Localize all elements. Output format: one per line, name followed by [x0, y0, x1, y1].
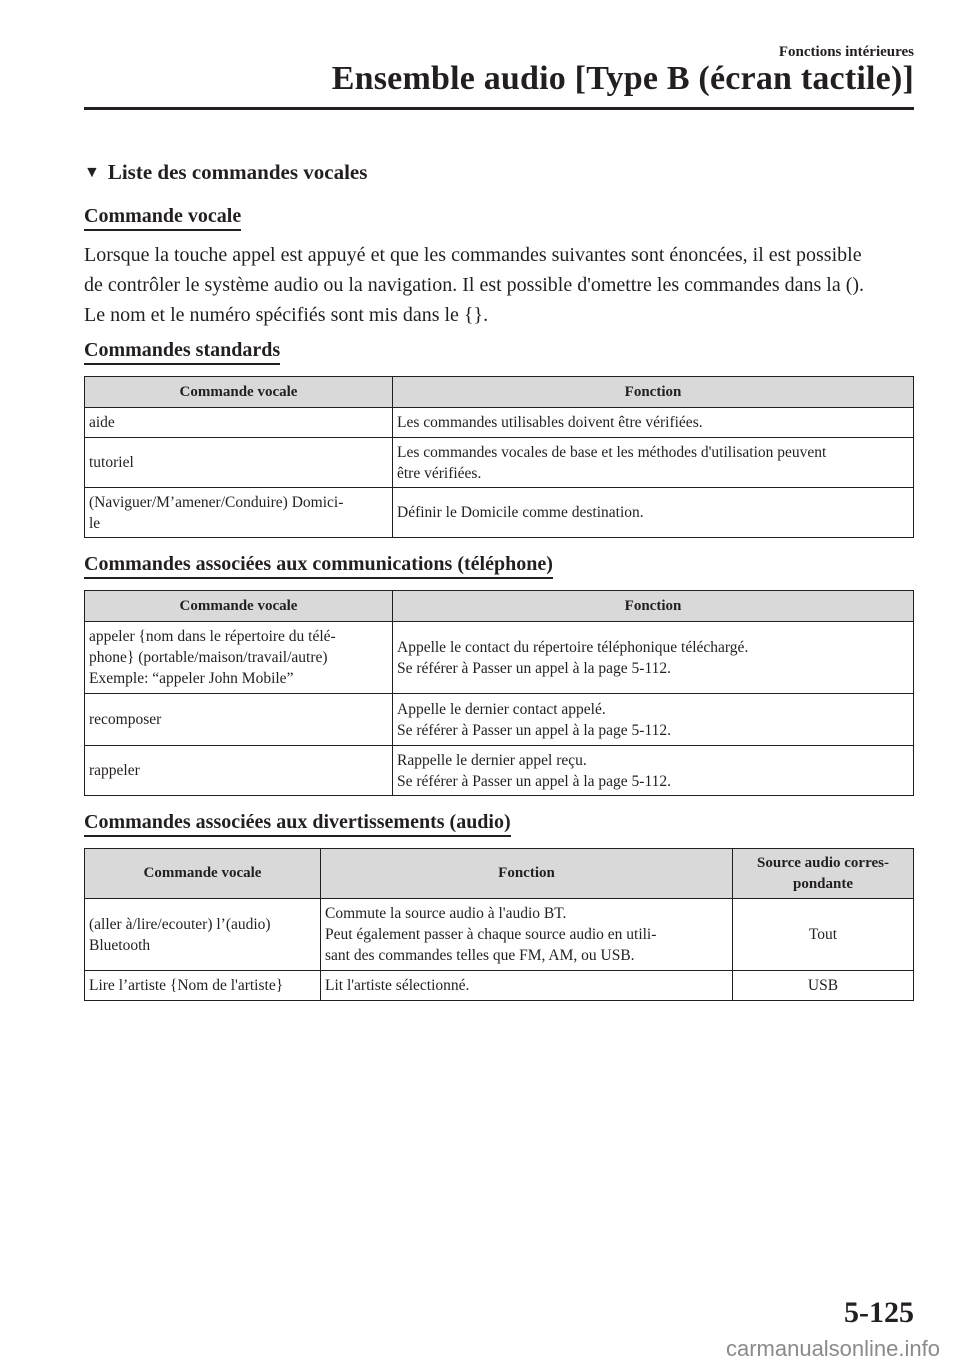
table-cell: appeler {nom dans le répertoire du télé- phone} (portable/maison/travail/autre) Exemple: “appeler John Mobile”	[85, 622, 393, 694]
table-cell: Les commandes utilisables doivent être vérifiées.	[393, 408, 914, 438]
table-cell: (Naviguer/M’amener/Conduire) Domici- le	[85, 488, 393, 538]
chapter-title: Fonctions intérieures	[778, 44, 914, 60]
table-row	[85, 622, 914, 694]
page-number: 5-125	[844, 1296, 914, 1329]
table-cell: Commute la source audio à l'audio BT. Peut également passer à chaque source audio en utili- sant des commandes telles que FM, AM, ou USB.	[321, 899, 733, 971]
table-cell: recomposer	[85, 694, 393, 746]
voice-command-heading: Commande vocale	[84, 204, 241, 231]
table-row	[85, 971, 914, 1001]
table-cell: (aller à/lire/ecouter) l’(audio) Bluetooth	[85, 899, 321, 971]
table-header: Fonction	[393, 377, 914, 408]
table-header: Commande vocale	[85, 591, 393, 622]
table-header: Commande vocale	[85, 849, 321, 899]
table-header: Fonction	[393, 591, 914, 622]
table-cell: Lit l'artiste sélectionné.	[321, 971, 733, 1001]
table-cell: tutoriel	[85, 438, 393, 488]
table-header: Commande vocale	[85, 377, 393, 408]
page-title: Ensemble audio [Type B (écran tactile)]	[331, 60, 914, 97]
table-row	[85, 408, 914, 438]
table-row	[85, 746, 914, 796]
phone-commands-heading: Commandes associées aux communications (téléphone)	[84, 552, 553, 579]
table-cell: Lire l’artiste {Nom de l'artiste}	[85, 971, 321, 1001]
table-cell: Rappelle le dernier appel reçu. Se référer à Passer un appel à la page 5-112.	[393, 746, 914, 796]
table-cell: Appelle le contact du répertoire téléphonique téléchargé. Se référer à Passer un appel à la page 5-112.	[393, 622, 914, 694]
section-title	[84, 160, 367, 185]
table-cell: Les commandes vocales de base et les méthodes d'utilisation peuvent être vérifiées.	[393, 438, 914, 488]
table-cell: Appelle le dernier contact appelé. Se référer à Passer un appel à la page 5-112.	[393, 694, 914, 746]
table-cell: USB	[733, 971, 914, 1001]
watermark: carmanualsonline.info	[725, 1336, 940, 1361]
table-cell: aide	[85, 408, 393, 438]
table-row	[85, 438, 914, 488]
audio-commands-heading: Commandes associées aux divertissements (audio)	[84, 810, 511, 837]
standard-commands-table	[84, 376, 914, 538]
table-header: Source audio corres- pondante	[733, 849, 914, 899]
phone-commands-table	[84, 590, 914, 796]
table-row	[85, 694, 914, 746]
table-header: Fonction	[321, 849, 733, 899]
audio-commands-table	[84, 848, 914, 1001]
triangle-bullet-icon: ▼	[84, 164, 100, 181]
table-cell: Tout	[733, 899, 914, 971]
table-cell: Définir le Domicile comme destination.	[393, 488, 914, 538]
table-cell: rappeler	[85, 746, 393, 796]
section-title-text: Liste des commandes vocales	[107, 160, 368, 184]
intro-paragraph: Lorsque la touche appel est appuyé et que les commandes suivantes sont énoncées, il est possible de contrôler le système audio ou la navigation. Il est possible d'omettre les commandes dans la (). Le nom et le numéro spécifiés sont mis dans le {}.	[84, 244, 865, 326]
header-divider	[84, 107, 914, 110]
standard-commands-heading: Commandes standards	[84, 338, 280, 365]
table-row	[85, 488, 914, 538]
table-row	[85, 899, 914, 971]
